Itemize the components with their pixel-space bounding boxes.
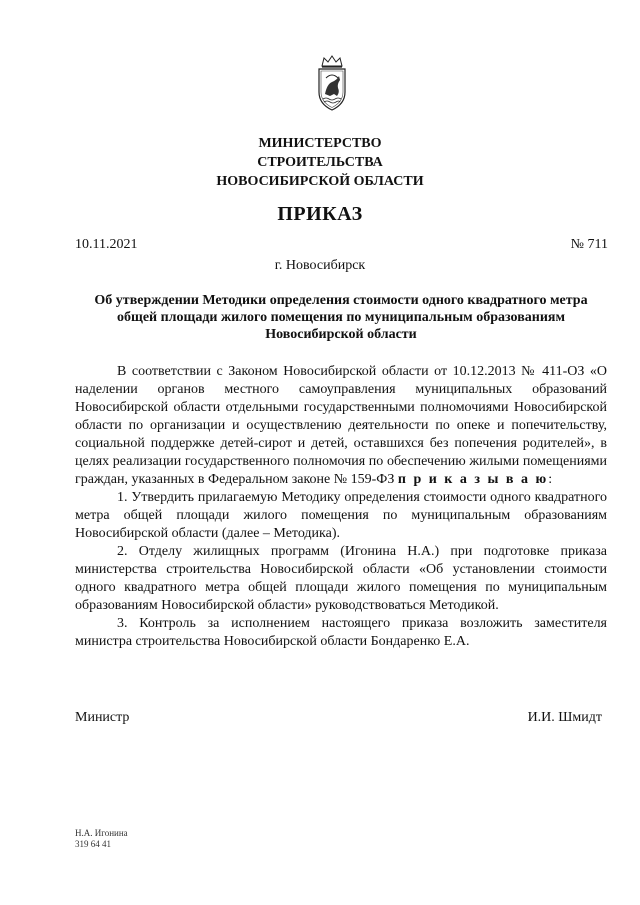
signatory-name: И.И. Шмидт — [527, 710, 602, 725]
document-number: № 711 — [570, 237, 608, 252]
order-colon: : — [548, 472, 553, 487]
preamble-text: В соответствии с Законом Новосибирской области от 10.12.2013 № 411-ОЗ «О наделении органов местного самоуправления муниципальных образований Новосибирской области отдельными государственными полномочиями Новосибирской области по организации и осуществлению деятельности по опеке и попечительству, социальной поддержке детей-сирот и детей, оставшихся без попечения родителей», в целях реализации государственного полномочия по обеспечению жилыми помещениями граждан, указанных в Федеральном законе № 159-ФЗ — [75, 364, 607, 487]
ministry-name — [0, 134, 640, 191]
ministry-line-1: МИНИСТЕРСТВО — [258, 136, 382, 151]
document-type: ПРИКАЗ — [277, 203, 363, 225]
document-date: 10.11.2021 — [75, 237, 138, 252]
preamble-paragraph — [75, 363, 607, 489]
ministry-line-2: СТРОИТЕЛЬСТВА — [257, 155, 383, 170]
order-word: п р и к а з ы в а ю — [397, 472, 549, 487]
order-item-2: 2. Отделу жилищных программ (Игонина Н.А.) при подготовке приказа министерства строительства Новосибирской области «Об установлении стоимости одного квадратного метра общей площади жилого помещения по муниципальным образованиям Новосибирской области» руководствоваться Методикой. — [75, 544, 607, 613]
executor-name: Н.А. Игонина — [75, 828, 128, 838]
order-item-1: 1. Утвердить прилагаемую Методику определения стоимости одного квадратного метра общей площади жилого помещения по муниципальным образованиям Новосибирской области (далее – Методика). — [75, 490, 607, 541]
document-subject: Об утверждении Методики определения стоимости одного квадратного метра общей площади жилого помещения по муниципальным образованиям Новосибирской области — [94, 293, 588, 342]
coat-of-arms-icon — [315, 54, 349, 114]
ministry-line-3: НОВОСИБИРСКОЙ ОБЛАСТИ — [216, 174, 424, 189]
order-item-3: 3. Контроль за исполнением настоящего приказа возложить заместителя министра строительства Новосибирской области Бондаренко Е.А. — [75, 616, 607, 649]
executor-info — [75, 828, 128, 850]
signatory-title: Министр — [75, 710, 130, 725]
document-body — [75, 363, 607, 651]
document-city: г. Новосибирск — [274, 258, 366, 273]
executor-phone: 319 64 41 — [75, 839, 111, 849]
